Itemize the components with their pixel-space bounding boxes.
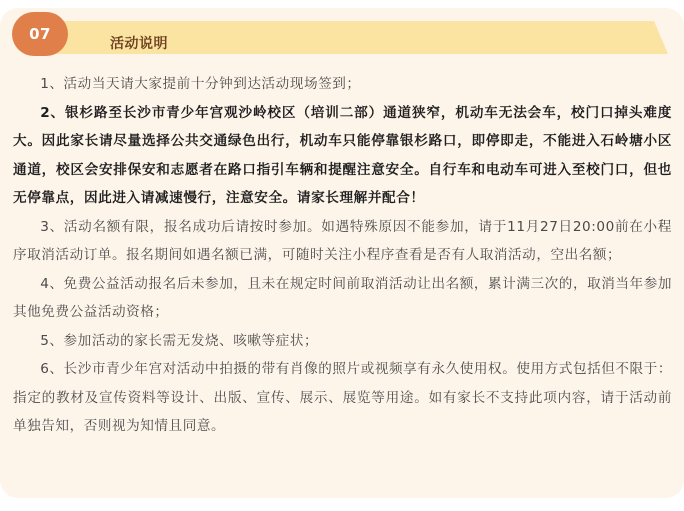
note-item-4: 4、免费公益活动报名后未参加，且未在规定时间前取消活动让出名额，累计满三次的，取消当年参加其他免费公益活动资格； (13, 275, 672, 320)
notes-content (13, 70, 672, 441)
section-title: 活动说明 (110, 36, 168, 52)
note-item-3: 3、活动名额有限，报名成功后请按时参加。如遇特殊原因不能参加，请于11月27日20:00前在小程序取消活动订单。报名期间如遇名额已满，可随时关注小程序查看是否有人取消活动，空出名额； (13, 218, 672, 263)
section-header-band (28, 18, 684, 56)
activity-notes-card (0, 8, 684, 498)
note-item-1: 1、活动当天请大家提前十分钟到达活动现场签到； (40, 76, 361, 92)
note-item-5: 5、参加活动的家长需无发烧、咳嗽等症状； (40, 332, 319, 349)
note-item-2: 2、银杉路至长沙市青少年宫观沙岭校区（培训二部）通道狭窄，机动车无法会车，校门口掉头难度大。因此家长请尽量选择公共交通绿色出行，机动车只能停靠银杉路口，即停即走，不能进入石岭塘小区通道，校区会安排保安和志愿者在路口指引车辆和提醒注意安全。自行车和电动车可进入至校门口，但也无停靠点，因此进入请减速慢行，注意安全。请家长理解并配合！ (13, 104, 672, 206)
section-number-badge: 07 (12, 12, 68, 56)
note-item-6: 6、长沙市青少年宫对活动中拍摄的带有肖像的照片或视频享有永久使用权。使用方式包括但不限于：指定的教材及宣传资料等设计、出版、宣传、展示、展览等用途。如有家长不支持此项内容，请于活动前单独告知，否则视为知情且同意。 (13, 361, 672, 434)
